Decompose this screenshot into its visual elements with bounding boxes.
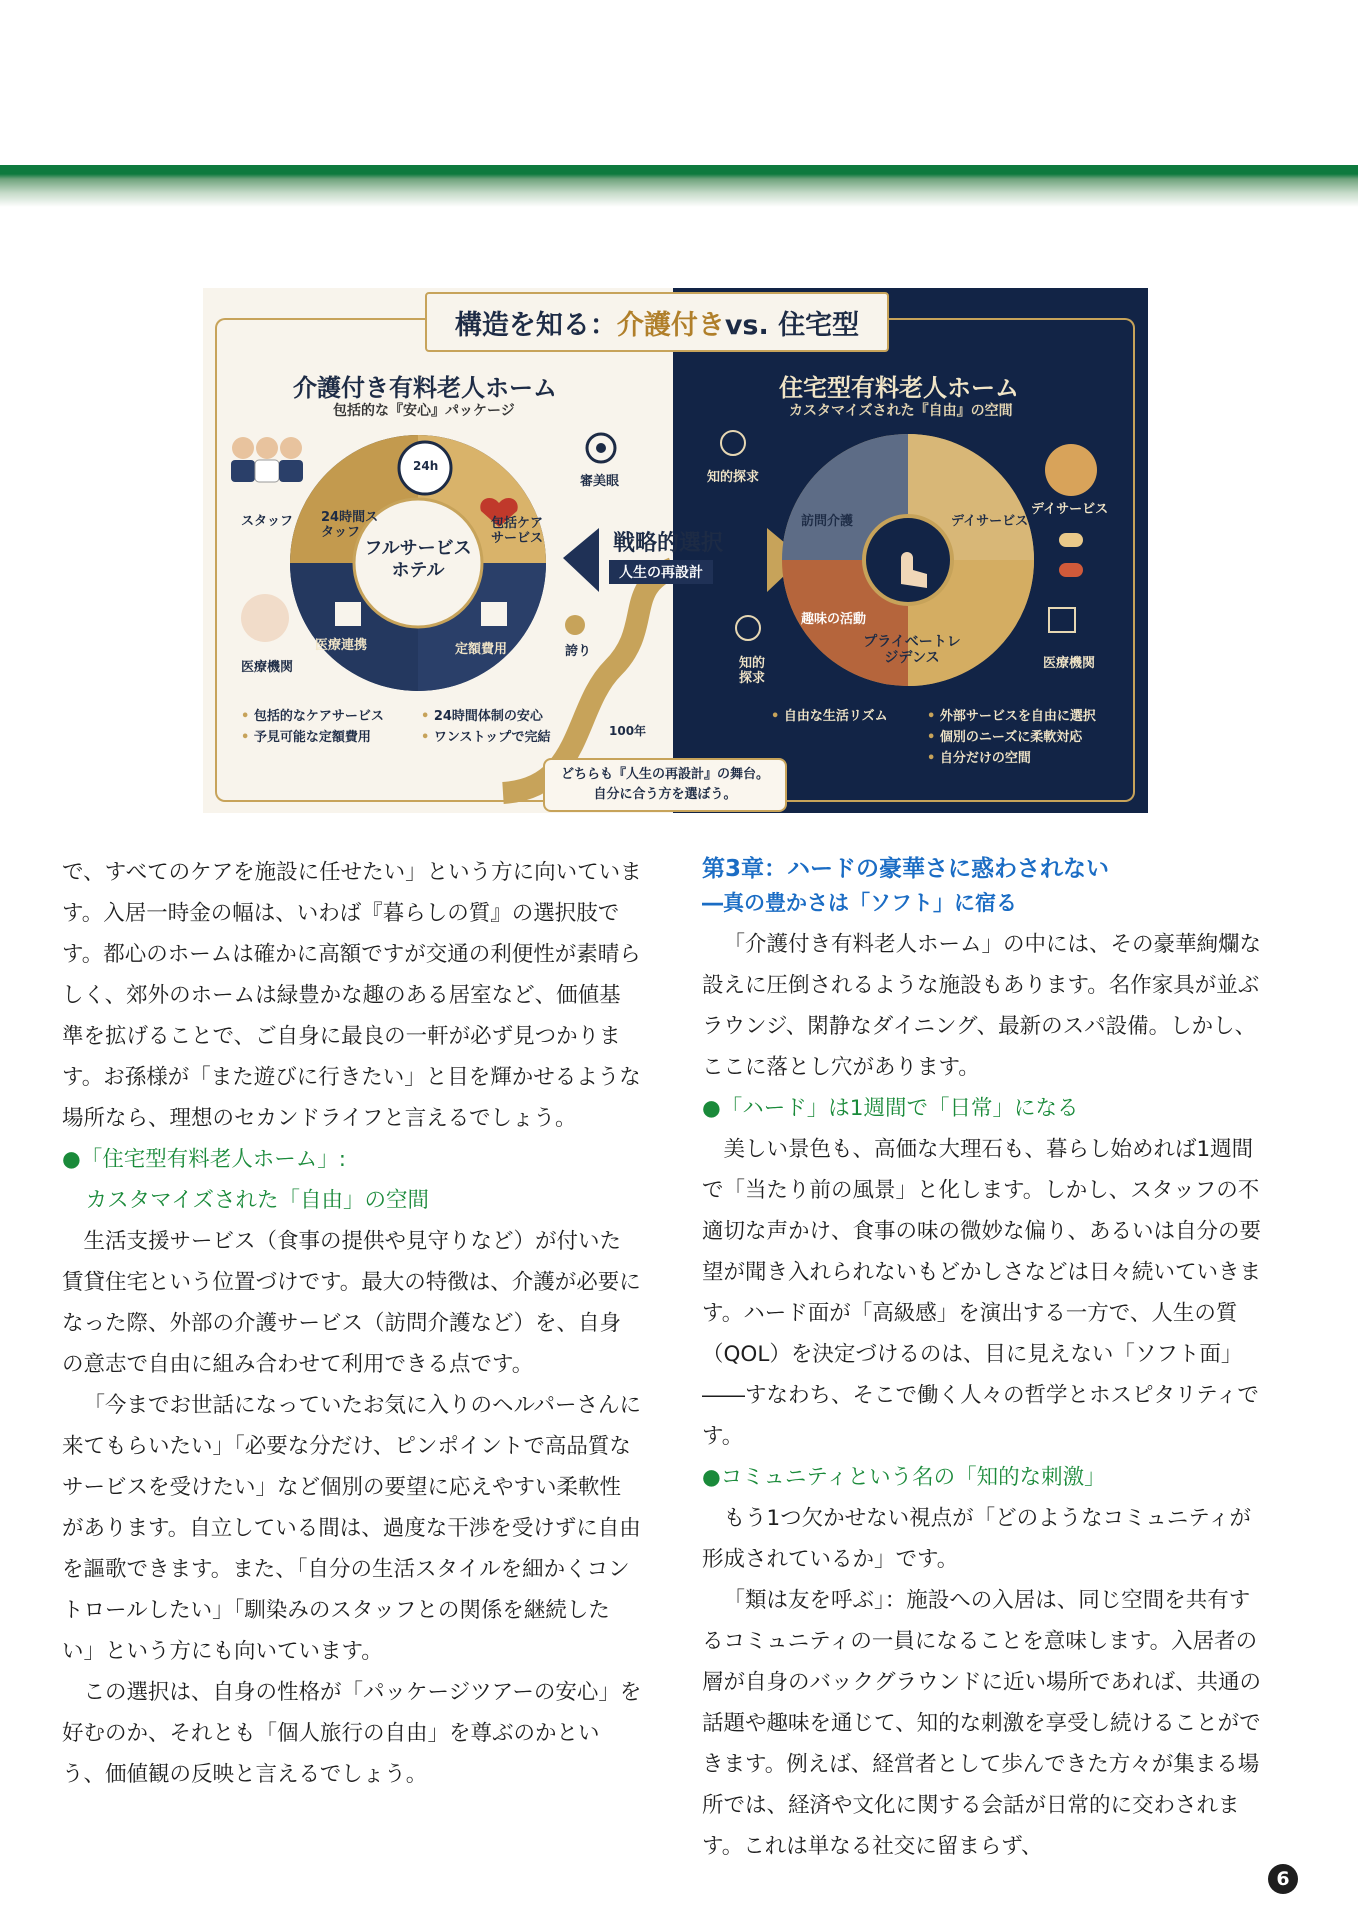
bullet-text: 自由な生活リズム — [783, 709, 888, 724]
left-bullets-1 — [241, 706, 384, 748]
left-paragraph-4: この選択は、自身の性格が「パッケージツアーの安心」を好むのか、それとも「個人旅行の自由」を尊ぶのかという、価値観の反映と言えるでしょう。 — [62, 1680, 642, 1787]
bullet-item: • 包括的なケアサービス — [241, 709, 384, 724]
strategic-choice-sub: 人生の再設計 — [609, 560, 713, 584]
right-paragraph-4: 「類は友を呼ぶ」：施設への入居は、同じ空間を共有するコミュニティの一員になることを意味します。入居者の層が自身のバックグラウンドに近い場所であれば、共通の話題や趣味を通じて、知的な刺激を享受し続けることができます。例えば、経営者として歩んできた方々が集まる場所では、経済や文化に関する会話が日常的に交わされます。これは単なる社交に留まらず、 — [702, 1588, 1262, 1859]
road-label: 100年 — [609, 724, 647, 738]
aesthetic-label: 審美眼 — [580, 474, 620, 489]
brain-icon — [736, 616, 760, 640]
knowledge-label-1: 知的探求 — [707, 470, 760, 485]
hospital-icon — [335, 602, 361, 626]
building-icon — [481, 602, 507, 626]
staff-label: スタッフ — [241, 514, 294, 529]
bullet-text: 予見可能な定額費用 — [253, 730, 371, 745]
left-heading-line-2: カスタマイズされた「自由」の空間 — [85, 1188, 429, 1213]
left-paragraph-2: 生活支援サービス（食事の提供や見守りなど）が付いた賃貸住宅という位置づけです。最大の特徴は、介護が必要になった際、外部の介護サービス（訪問介護など）を、自身の意志で自由に組み合わせて利用できる点です。 — [62, 1229, 641, 1377]
arrow-left-icon — [563, 528, 599, 592]
elderly-man-icon — [1045, 444, 1097, 496]
right-bullets-2 — [927, 706, 1096, 769]
left-bullets-2 — [421, 706, 550, 748]
segment-fixed-cost: 定額費用 — [455, 642, 508, 657]
lightbulb-icon — [721, 431, 745, 455]
bullet-text: 24時間体制の安心 — [433, 709, 543, 724]
knowledge-label-2: 知的探求 — [739, 656, 766, 686]
page-number: 6 — [1268, 1864, 1298, 1894]
left-paragraph-3: 「今までお世話になっていたお気に入りのヘルパーさんに来てもらいたい」「必要な分だけ、ピンポイントで高品質なサービスを受けたい」など個別の要望に応えやすい柔軟性があります。自立している間は、過度な干渉を受けずに自由を謳歌できます。また、「自分の生活スタイルを細かくコントロールしたい」「馴染みのスタッフとの関係を継続したい」という方にも向いています。 — [62, 1393, 641, 1664]
infographic-bottom-note — [543, 758, 787, 812]
segment-care-service: 包括ケアサービス — [491, 516, 544, 546]
right-paragraph-1: 「介護付き有料老人ホーム」の中には、その豪華絢爛な設えに圧倒されるような施設もあります。名作家具が並ぶラウンジ、閑静なダイニング、最新のスパ設備。しかし、ここに落とし穴があります。 — [702, 932, 1262, 1080]
segment-day-service: デイサービス — [951, 514, 1029, 529]
clock-label: 24h — [413, 459, 439, 473]
right-medical-label: 医療機関 — [1043, 656, 1096, 671]
staff-icon — [231, 437, 303, 482]
medal-icon — [565, 615, 585, 635]
hospital-icon-right — [1049, 608, 1075, 632]
bullet-text: 外部サービスを自由に選択 — [939, 709, 1096, 724]
header-band — [0, 165, 1358, 207]
down-arrow-icon — [1059, 563, 1083, 577]
strategic-choice-title: 戦略的選択 — [613, 531, 724, 556]
right-title: 住宅型有料老人ホーム — [779, 374, 1019, 402]
right-paragraph-3: もう1つ欠かせない視点が「どのようなコミュニティが形成されているか」です。 — [702, 1506, 1252, 1572]
segment-24h-staff: 24時間スタッフ — [321, 510, 379, 540]
bullet-text: 自分だけの空間 — [939, 751, 1031, 766]
bullet-item: • 予見可能な定額費用 — [241, 730, 371, 745]
center-line-1: フルサービス — [364, 538, 472, 559]
right-subtitle: カスタマイズされた『自由』の空間 — [789, 403, 1013, 419]
right-section-heading-2: ●コミュニティという名の「知的な刺激」 — [702, 1465, 1106, 1490]
segment-private-residence: プライベートレジデンス — [863, 634, 961, 666]
left-title: 介護付き有料老人ホーム — [293, 374, 557, 402]
chapter-subtitle: ―真の豊かさは「ソフト」に宿る — [702, 891, 1017, 915]
right-bullets-1 — [771, 706, 888, 727]
left-heading-line-1: ●「住宅型有料老人ホーム」: — [62, 1147, 347, 1172]
bullet-text: ワンストップで完結 — [433, 730, 551, 745]
bullet-item: • 自由な生活リズム — [771, 709, 888, 724]
bullet-item: • 24時間体制の安心 — [421, 709, 543, 724]
bullet-text: 個別のニーズに柔軟対応 — [939, 730, 1083, 745]
segment-medical: 医療連携 — [315, 638, 368, 653]
infographic — [203, 288, 1148, 813]
right-column — [702, 852, 1262, 1867]
left-subtitle: 包括的な『安心』パッケージ — [333, 403, 515, 419]
bullet-item: • 外部サービスを自由に選択 — [927, 709, 1096, 724]
infographic-banner — [425, 292, 889, 352]
day-service-label: デイサービス — [1031, 502, 1109, 517]
bullet-text: 包括的なケアサービス — [253, 709, 384, 724]
right-paragraph-2: 美しい景色も、高価な大理石も、暮らし始めれば1週間で「当たり前の風景」と化します。しかし、スタッフの不適切な声かけ、食事の味の微妙な偏り、あるいは自分の要望が聞き入れられないもどかしさなどは日々続いていきます。ハード面が「高級感」を演出する一方で、人生の質（QOL）を決定づけるのは、目に見えない「ソフト面」――すなわち、そこで働く人々の哲学とホスピタリティです。 — [702, 1137, 1262, 1449]
banner-prefix: 構造を知る： — [454, 309, 617, 341]
right-section-heading-1: ●「ハード」は1週間で「日常」になる — [702, 1096, 1079, 1121]
bottom-line-2: 自分に合う方を選ぼう。 — [593, 787, 737, 802]
bottom-line-1: どちらも『人生の再設計』の舞台。 — [560, 767, 769, 782]
segment-hobby: 趣味の活動 — [801, 612, 867, 627]
left-paragraph-1: で、すべてのケアを施設に任せたい」という方に向いています。入居一時金の幅は、いわば『暮らしの質』の選択肢です。都心のホームは確かに高額ですが交通の利便性が素晴らしく、郊外のホームは緑豊かな趣のある居室など、価値基準を拡げることで、ご自身に最良の一軒が必ず見つかります。お孫様が「また遊びに行きたい」と目を輝かせるような場所なら、理想のセカンドライフと言えるでしょう。 — [62, 860, 642, 1131]
segment-home-visit: 訪問介護 — [801, 514, 854, 529]
center-line-2: ホテル — [391, 560, 445, 581]
bullet-item: • 個別のニーズに柔軟対応 — [927, 730, 1083, 745]
strategic-choice — [599, 526, 767, 592]
up-arrow-icon — [1059, 533, 1083, 547]
banner-suffix: vs. 住宅型 — [724, 309, 860, 341]
left-column — [62, 852, 642, 1795]
pride-label: 誇り — [565, 644, 592, 659]
left-section-heading — [62, 1139, 642, 1221]
chapter-title: 第3章：ハードの豪華さに惑わされない — [702, 856, 1110, 882]
banner-gold: 介護付き — [616, 309, 725, 341]
medical-label: 医療機関 — [241, 660, 294, 675]
bullet-item: • ワンストップで完結 — [421, 730, 551, 745]
left-center-label — [361, 538, 475, 582]
bullet-item: • 自分だけの空間 — [927, 751, 1031, 766]
medical-phone-icon — [241, 594, 289, 642]
